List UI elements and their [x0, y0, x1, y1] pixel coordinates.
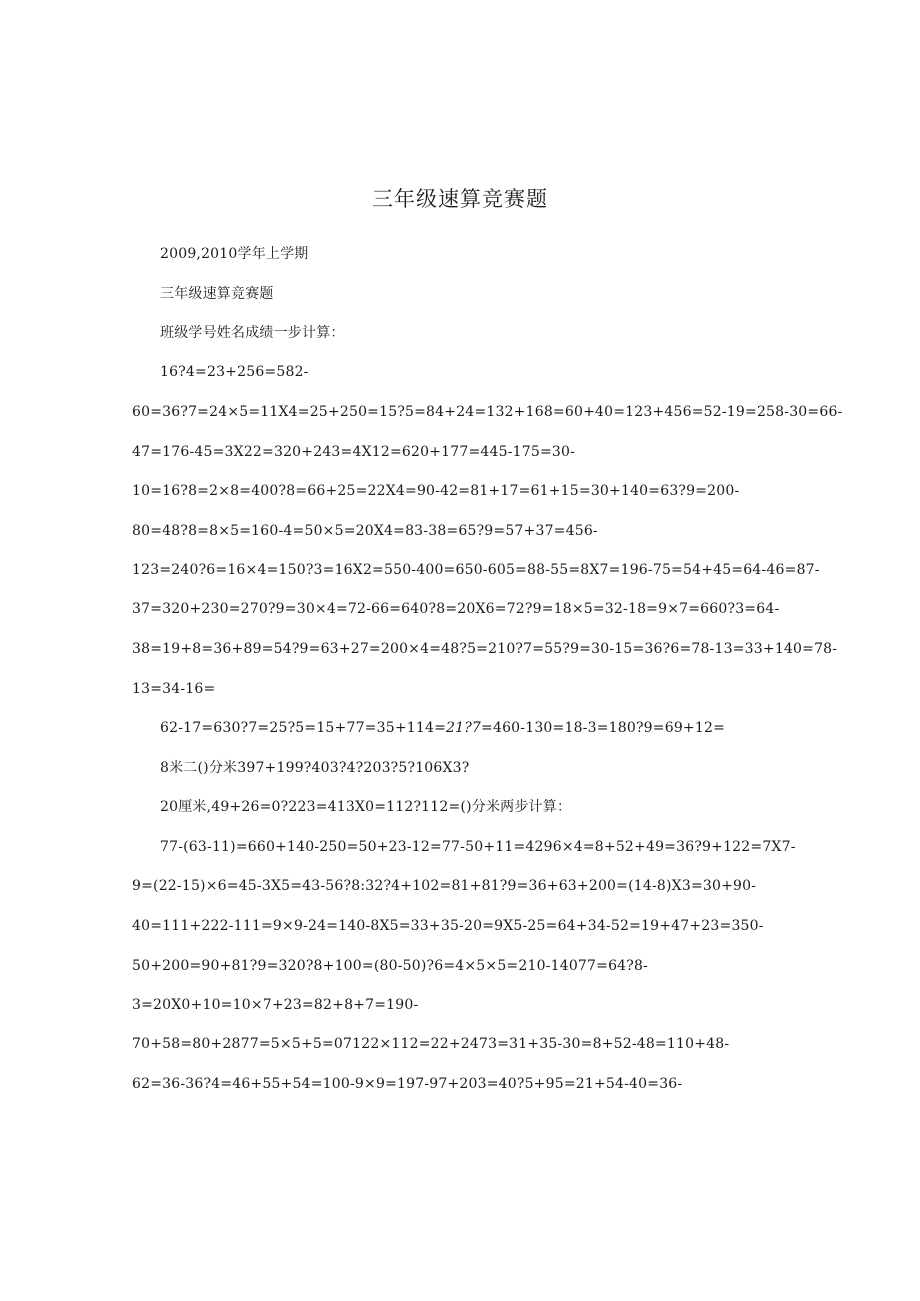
problem-line: 50+200=90+81?9=320?8+100=(80-50)?6=4×5×5=210-14077=64?8- [132, 958, 649, 974]
problem-line: 37=320+230=270?9=30×4=72-66=640?8=20X6=72?9=18×5=32-18=9×7=660?3=64- [132, 601, 780, 617]
problem-line: 60=36?7=24×5=11X4=25+250=15?5=84+24=132+168=60+40=123+456=52-19=258-30=66- [132, 404, 843, 420]
problem-line: 40=111+222-111=9×9-24=140-8X5=33+35-20=9X5-25=64+34-52=19+47+23=350- [132, 918, 764, 934]
problem-line-two-step-heading: 20厘米,49+26=0?223=413X0=112?112=()分米两步计算： [160, 799, 572, 815]
problem-line: 47=176-45=3X22=320+243=4X12=620+177=445-175=30- [132, 444, 576, 460]
problem-line: 62=36-36?4=46+55+54=100-9×9=197-97+203=40?5+95=21+54-40=36- [132, 1076, 683, 1092]
subtitle-contest-name: 三年级速算竞赛题 [160, 286, 274, 302]
document-title: 三年级速算竞赛题 [372, 187, 548, 211]
problem-line: 8米二()分米397+199?403?4?203?5?106X3? [160, 760, 470, 776]
problem-line: 16?4=23+256=582- [160, 364, 309, 380]
problem-line: 10=16?8=2×8=400?8=66+25=22X4=90-42=81+17=61+15=30+140=63?9=200- [132, 483, 740, 499]
problem-segment: 62-17=630?7=25?5=15+77=35+114= [160, 720, 446, 736]
subtitle-school-year: 2009,2010学年上学期 [160, 246, 309, 262]
student-info-heading: 班级学号姓名成绩一步计算： [160, 325, 345, 341]
problem-line: 13=34-16= [132, 681, 216, 697]
problem-line: 80=48?8=8×5=160-4=50×5=20X4=83-38=65?9=57+37=456- [132, 523, 598, 539]
problem-line: 123=240?6=16×4=150?3=16X2=550-400=650-605=88-55=8X7=196-75=54+45=64-46=87- [132, 562, 820, 578]
problem-segment-italic: 21?7 [446, 720, 482, 736]
problem-line: 77-(63-11)=660+140-250=50+23-12=77-50+11=4296×4=8+52+49=36?9+122=7X7- [160, 839, 796, 855]
problem-line [160, 718, 820, 738]
problem-line: 70+58=80+2877=5×5+5=07122×112=22+2473=31+35-30=8+52-48=110+48- [132, 1036, 730, 1052]
problem-segment: =460-130=18-3=180?9=69+12= [481, 720, 726, 736]
problem-line: 3=20X0+10=10×7+23=82+8+7=190- [132, 997, 419, 1013]
problem-line: 38=19+8=36+89=54?9=63+27=200×4=48?5=210?7=55?9=30-15=36?6=78-13=33+140=78- [132, 641, 838, 657]
problem-line: 9=(22-15)×6=45-3X5=43-56?8:32?4+102=81+81?9=36+63+200=(14-8)X3=30+90- [132, 878, 757, 894]
